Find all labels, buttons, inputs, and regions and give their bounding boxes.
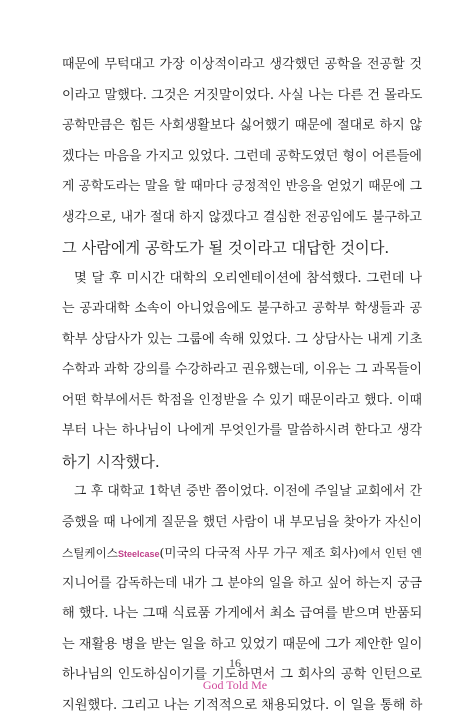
text-line-steelcase bbox=[62, 538, 422, 569]
text-line: 하기 시작했다. bbox=[62, 452, 160, 471]
text-line: 하나님의 인도하심이기를 기도하면서 그 회사의 공학 인턴으로 bbox=[62, 667, 422, 682]
text-line: 부터 나는 하나님이 나에게 무엇인가를 말씀하시려 한다고 생각 bbox=[62, 423, 422, 438]
text-line: 는 재활용 병을 받는 일을 하고 있었기 때문에 그가 제안한 일이 bbox=[62, 636, 423, 652]
text-line: 해 했다. 나는 그때 식료품 가게에서 최소 급여를 받으며 반품되 bbox=[62, 606, 423, 621]
steelcase-suffix: 에서 인턴 엔 bbox=[358, 546, 423, 560]
text-line: 그 후 대학교 1학년 중반 쯤이었다. 이전에 주일날 교회에서 간 bbox=[74, 484, 422, 499]
book-title-footer: God Told Me bbox=[202, 678, 268, 692]
text-line: 지원했다. 그리고 나는 기적적으로 채용되었다. 이 일을 통해 하 bbox=[62, 697, 423, 713]
text-line: 겠다는 마음을 가지고 있었다. 그런데 공학도였던 형이 어른들에 bbox=[62, 148, 422, 164]
text-line: 수학과 과학 강의를 수강하라고 권유했는데, 이유는 그 과목들이 bbox=[62, 362, 422, 377]
text-line: 지니어를 감독하는데 내가 그 분야의 일을 하고 싶어 하는지 궁금 bbox=[62, 575, 422, 591]
text-line: 증했을 때 나에게 질문을 했던 사람이 내 부모님을 찾아가 자신이 bbox=[62, 514, 422, 530]
steelcase-brand: Steelcase bbox=[118, 549, 160, 559]
steelcase-paren: (미국의 다국적 사무 가구 제조 회사) bbox=[159, 545, 359, 560]
text-line: 생각으로, 내가 절대 하지 않겠다고 결심한 전공임에도 불구하고 bbox=[62, 209, 422, 225]
text-line: 몇 달 후 미시간 대학의 오리엔테이션에 참석했다. 그런데 나 bbox=[74, 270, 422, 286]
text-line: 는 공과대학 소속이 아니었음에도 불구하고 공학부 학생들과 공 bbox=[62, 301, 422, 316]
steelcase-prefix: 스틸케이스 bbox=[62, 546, 118, 560]
text-line: 공학만큼은 힘든 사회생활보다 싫어했기 때문에 절대로 하지 않 bbox=[62, 118, 422, 133]
text-line: 이라고 말했다. 그것은 거짓말이었다. 사실 나는 다른 건 몰라도 bbox=[62, 87, 423, 103]
page-number: 16 bbox=[229, 656, 241, 670]
text-line: 때문에 무턱대고 가장 이상적이라고 생각했던 공학을 전공할 것 bbox=[62, 57, 422, 72]
text-line: 게 공학도라는 말을 할 때마다 긍정적인 반응을 얻었기 때문에 그 bbox=[62, 179, 422, 194]
text-line: 그 사람에게 공학도가 될 것이라고 대답한 것이다. bbox=[62, 239, 390, 257]
text-line: 학부 상담사가 있는 그룹에 속해 있었다. 그 상담사는 내게 기초 bbox=[62, 331, 423, 347]
text-line: 어떤 학부에서든 학점을 인정받을 수 있기 때문이라고 했다. 이때 bbox=[62, 392, 422, 408]
body-text bbox=[62, 50, 422, 721]
